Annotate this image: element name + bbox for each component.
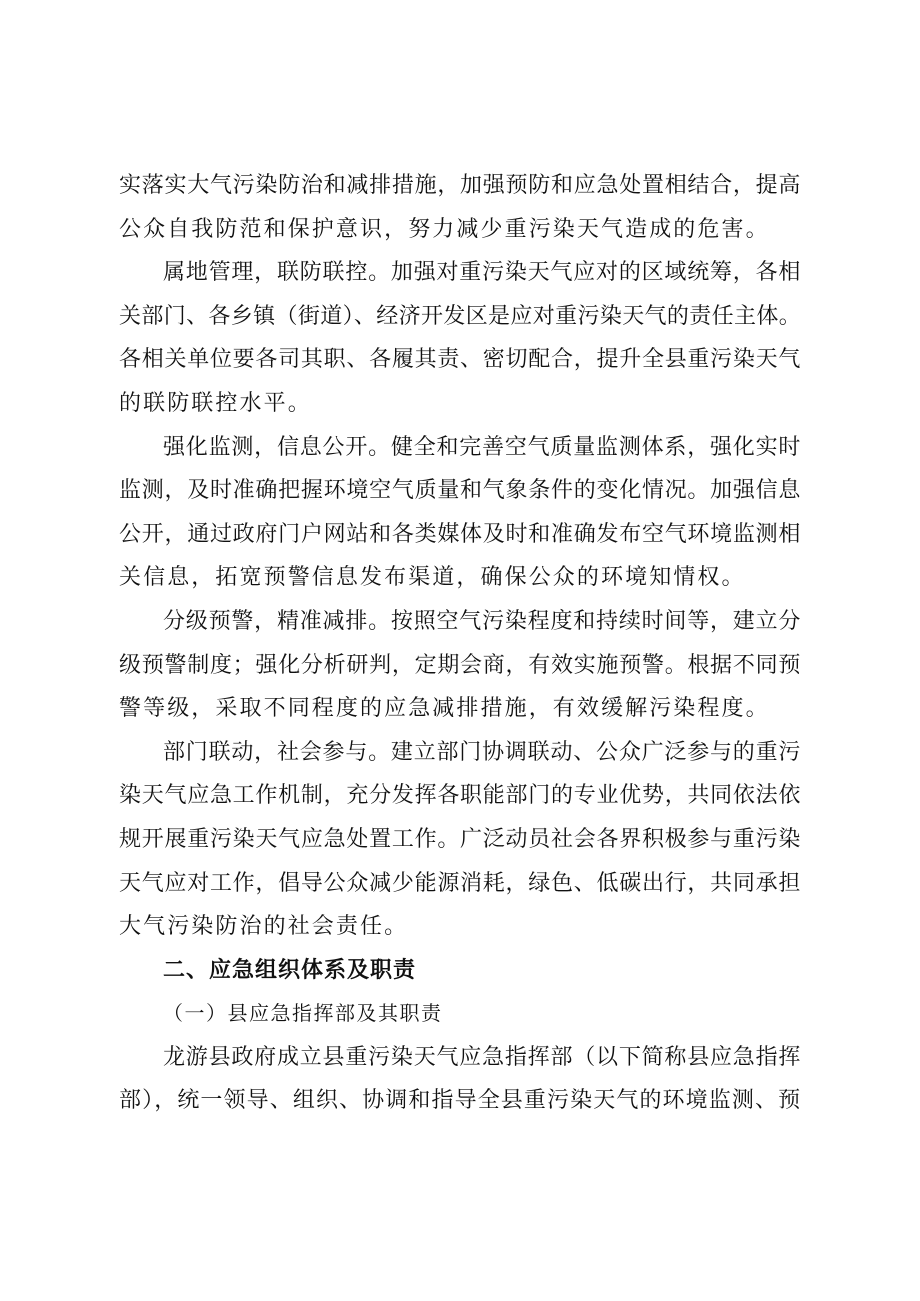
text-line: 实落实大气污染防治和减排措施，加强预防和应急处置相结合，提高 — [119, 173, 801, 198]
paragraph-territorial-management — [119, 251, 801, 425]
text-line: 公开，通过政府门户网站和各类媒体及时和准确发布空气环境监测相 — [119, 521, 801, 547]
text-line: 公众自我防范和保护意识，努力减少重污染天气造成的危害。 — [119, 216, 770, 242]
paragraph-command-center — [119, 1036, 801, 1123]
paragraph-graded-warning — [119, 600, 801, 731]
text-line: 警等级，采取不同程度的应急减排措施，有效缓解污染程度。 — [119, 696, 770, 722]
document-body — [119, 164, 801, 1123]
text-line: 部门联动，社会参与。建立部门协调联动、公众广泛参与的重污 — [163, 739, 801, 765]
section-heading: 二、应急组织体系及职责 — [163, 957, 417, 983]
paragraph-department-linkage — [119, 731, 801, 949]
text-line: 级预警制度；强化分析研判，定期会商，有效实施预警。根据不同预 — [119, 652, 801, 678]
text-line: 大气污染防治的社会责任。 — [119, 914, 409, 940]
text-line: 各相关单位要各司其职、各履其责、密切配合，提升全县重污染天气 — [119, 347, 801, 373]
text-line: 染天气应急工作机制，充分发挥各职能部门的专业优势，共同依法依 — [119, 783, 801, 809]
text-line: 关信息，拓宽预警信息发布渠道，确保公众的环境知情权。 — [119, 565, 746, 591]
text-line: 属地管理，联防联控。加强对重污染天气应对的区域统筹，各相 — [163, 260, 801, 286]
text-line: 天气应对工作，倡导公众减少能源消耗，绿色、低碳出行，共同承担 — [119, 870, 801, 896]
text-line: 分级预警，精准减排。按照空气污染程度和持续时间等，建立分 — [163, 608, 801, 634]
text-line: 强化监测，信息公开。健全和完善空气质量监测体系，强化实时 — [163, 434, 801, 460]
text-line: 部），统一领导、组织、协调和指导全县重污染天气的环境监测、预 — [119, 1088, 801, 1114]
text-line: 的联防联控水平。 — [119, 390, 312, 416]
subsection-heading: （一）县应急指挥部及其职责 — [163, 1001, 443, 1026]
text-line: 监测，及时准确把握环境空气质量和气象条件的变化情况。加强信息 — [119, 478, 801, 504]
text-line: 龙游县政府成立县重污染天气应急指挥部（以下简称县应急指挥 — [163, 1044, 801, 1070]
text-line: 规开展重污染天气应急处置工作。广泛动员社会各界积极参与重污染 — [119, 826, 801, 852]
text-line: 关部门、各乡镇（街道）、经济开发区是应对重污染天气的责任主体。 — [119, 303, 801, 329]
paragraph-monitoring-disclosure — [119, 426, 801, 600]
paragraph-continuation — [119, 164, 801, 251]
